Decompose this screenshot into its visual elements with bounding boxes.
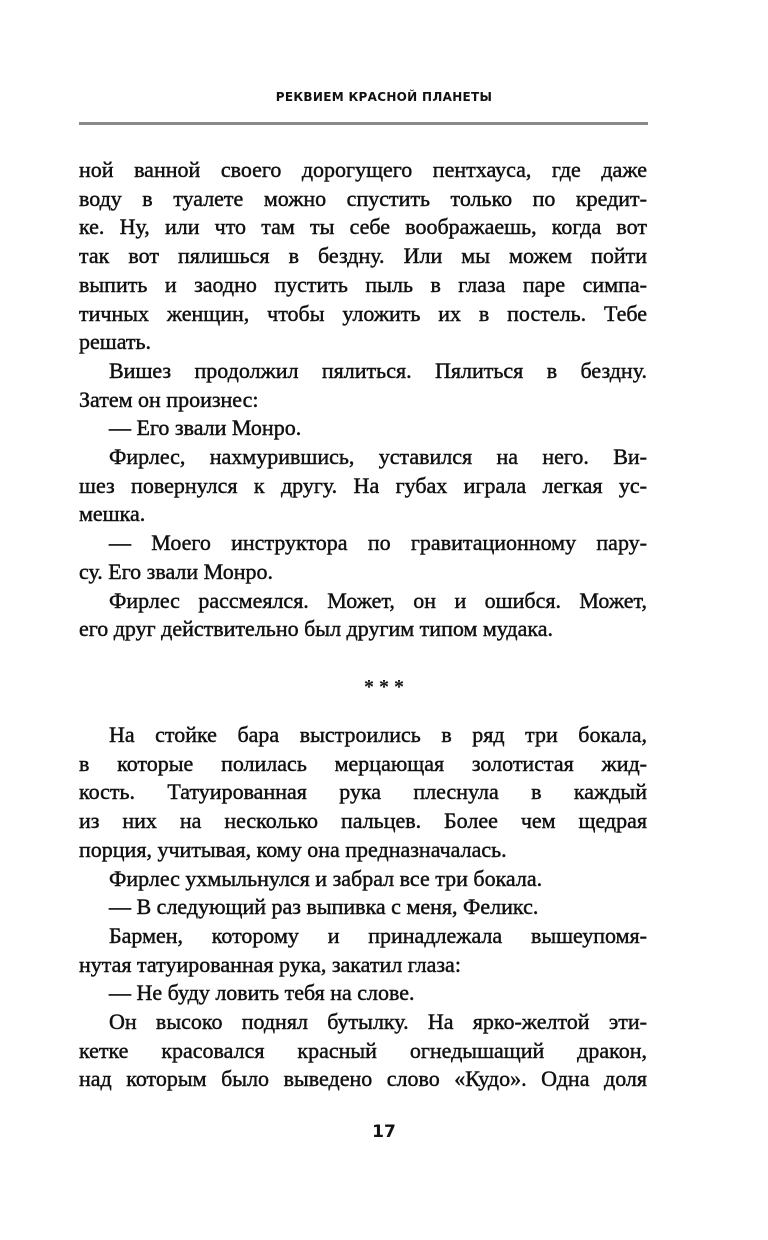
text-line: Фирлес ухмыльнулся и забрал все три бокала. [109,865,543,891]
text-line: над которым было выведено слово «Кудо». Одна доля [79,1066,647,1092]
text-line: кетке красовался красный огнедышащий дракон, [79,1037,647,1063]
text-line: решать. [79,329,152,355]
text-line: ке. Ну, или что там ты себе воображаешь, когда вот [79,214,647,240]
text-line: нутая татуированная рука, закатил глаза: [79,951,461,977]
text-line: Фирлес рассмеялся. Может, он и ошибся. Может, [109,587,647,613]
text-line: — В следующий раз выпивка с меня, Феликс. [109,894,539,920]
text-line: выпить и заодно пустить пыль в глаза паре симпа- [79,271,647,297]
text-line: так вот пялишься в бездну. Или мы можем пойти [79,243,647,269]
page-number: 17 [372,1122,396,1142]
text-line: — Моего инструктора по гравитационному пару- [109,530,647,556]
text-line: шез повернулся к другу. На губах играла легкая ус- [79,472,647,498]
text-line: су. Его звали Монро. [79,558,273,584]
text-line: воду в туалете можно спустить только по кредит- [79,185,647,211]
section-break: * * * [364,676,404,698]
text-line: Бармен, которому и принадлежала вышеупомя- [109,922,647,948]
text-line: порция, учитывая, кому она предназначалась. [79,836,507,862]
text-line: мешка. [79,501,146,527]
text-line: Фирлес, нахмурившись, уставился на него. Ви- [109,444,647,470]
text-line: его друг действительно был другим типом мудака. [79,616,553,642]
text-line: тичных женщин, чтобы уложить их в постель. Тебе [79,300,647,326]
text-line: ной ванной своего дорогущего пентхауса, где даже [79,157,647,182]
text-line: Он высоко поднял бутылку. На ярко-желтой эти- [109,1009,647,1035]
text-line: в которые полилась мерцающая золотистая жид- [79,750,647,776]
text-line: — Не буду ловить тебя на слове. [109,980,415,1006]
text-section-1 [79,156,647,644]
text-line: На стойке бара выстроились в ряд три бокала, [109,722,647,747]
text-section-2 [79,721,647,1094]
text-line: — Его звали Монро. [109,415,302,441]
text-line: Вишез продолжил пялиться. Пялиться в бездну. [109,357,647,383]
text-line: из них на несколько пальцев. Более чем щедрая [79,808,647,834]
text-line: Затем он произнес: [79,386,259,412]
text-line: кость. Татуированная рука плеснула в каждый [79,779,647,805]
header-rule [79,122,648,125]
running-head: РЕКВИЕМ КРАСНОЙ ПЛАНЕТЫ [275,90,493,104]
